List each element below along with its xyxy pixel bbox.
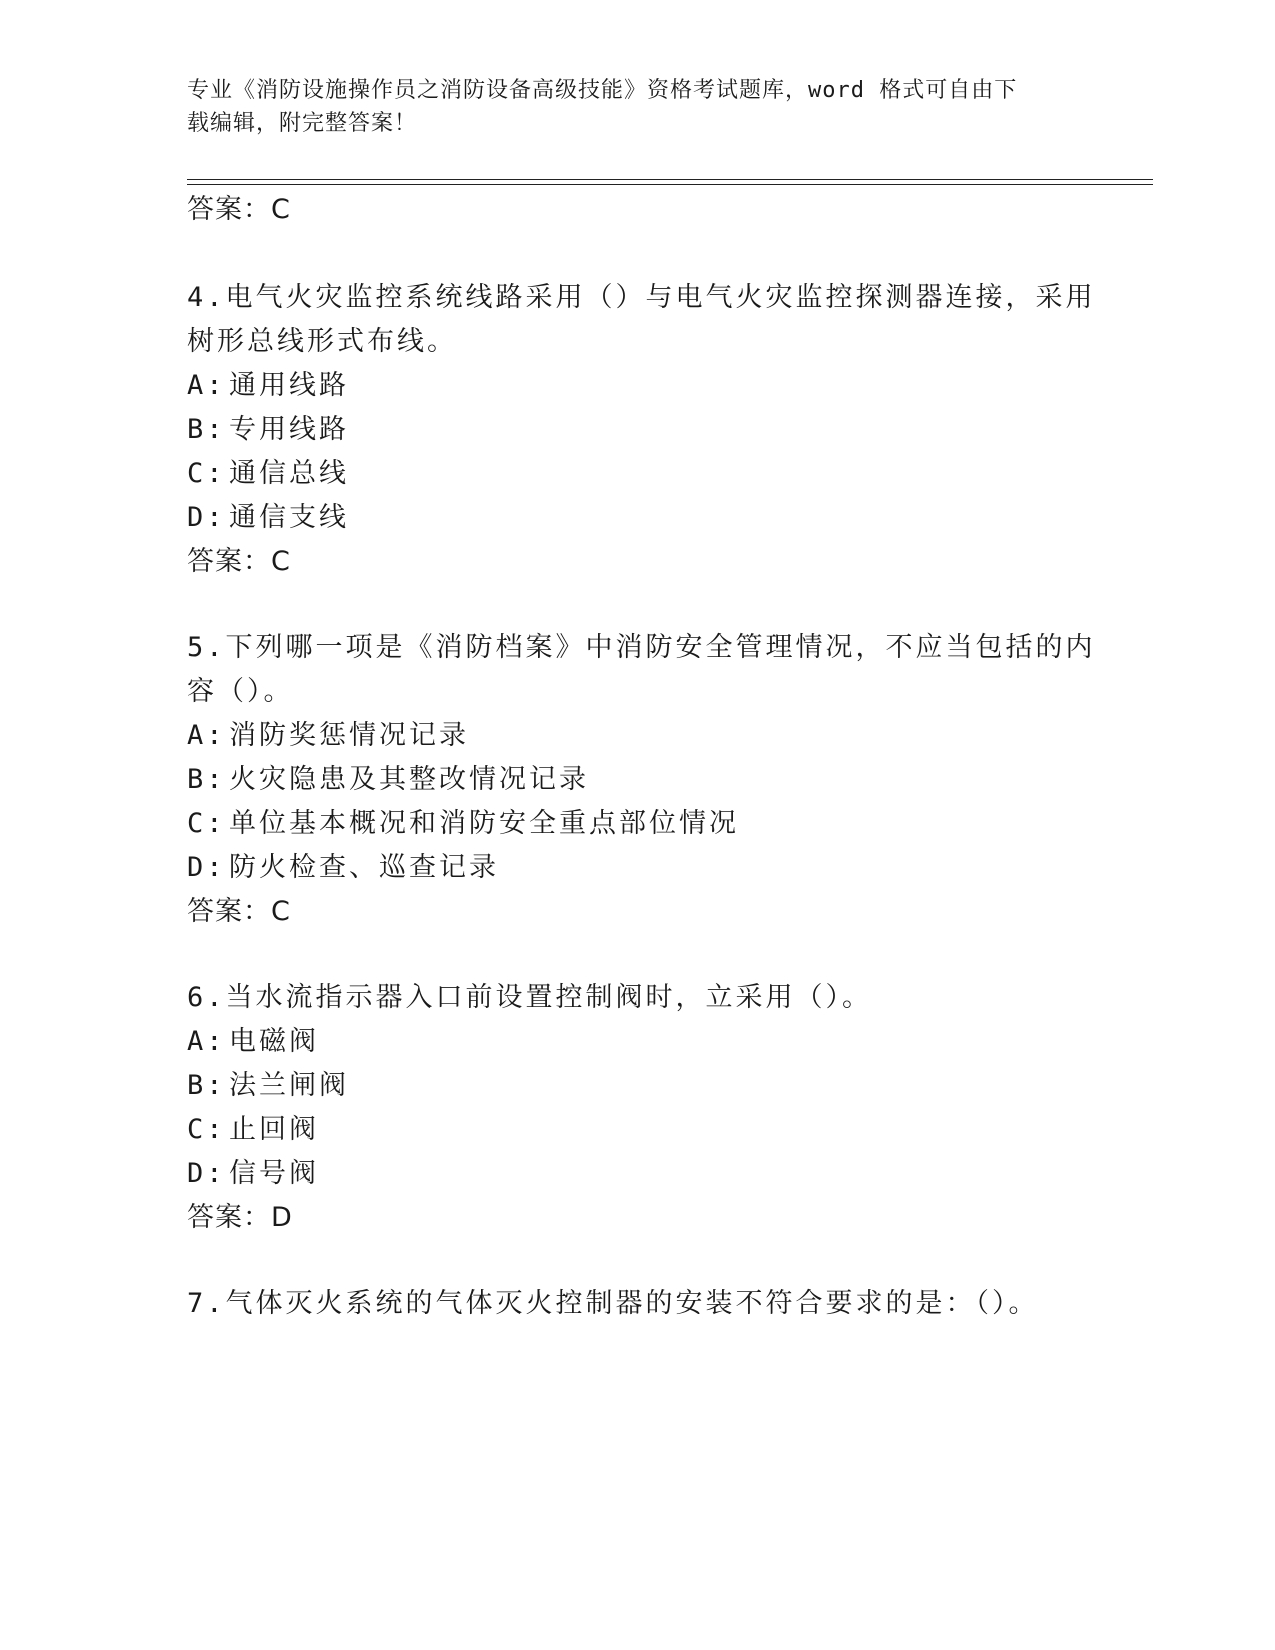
- header-divider-bottom: [187, 184, 1153, 185]
- option-letter: A:: [187, 720, 226, 751]
- option-c: [187, 806, 739, 842]
- option-letter: C:: [187, 458, 226, 489]
- option-letter: C:: [187, 808, 226, 839]
- answer: 答案：C: [187, 896, 291, 927]
- option-letter: A:: [187, 370, 226, 401]
- question-stem: 4.电气火灾监控系统线路采用（）与电气火灾监控探测器连接，采用: [187, 282, 1096, 313]
- option-letter: B:: [187, 414, 226, 445]
- option-a: [187, 1024, 319, 1060]
- option-b: [187, 412, 349, 448]
- answer: 答案：C: [187, 546, 291, 577]
- option-d: [187, 850, 499, 886]
- option-a: [187, 368, 349, 404]
- answer-prev: 答案：C: [187, 194, 291, 225]
- option-text: 消防奖惩情况记录: [229, 720, 469, 751]
- option-text: 电磁阀: [229, 1026, 319, 1057]
- question-stem: 5.下列哪一项是《消防档案》中消防安全管理情况，不应当包括的内: [187, 632, 1096, 663]
- question-stem-cont: 容（）。: [187, 676, 294, 707]
- option-letter: D:: [187, 502, 226, 533]
- option-text: 火灾隐患及其整改情况记录: [229, 764, 589, 795]
- option-d: [187, 500, 349, 536]
- header-divider-top: [187, 179, 1153, 180]
- header-line-2: 载编辑，附完整答案！: [187, 111, 418, 136]
- option-letter: B:: [187, 1070, 226, 1101]
- option-text: 单位基本概况和消防安全重点部位情况: [229, 808, 739, 839]
- answer: 答案：D: [187, 1202, 293, 1233]
- option-b: [187, 762, 589, 798]
- option-d: [187, 1156, 319, 1192]
- option-text: 防火检查、巡查记录: [229, 852, 499, 883]
- option-text: 通信支线: [229, 502, 349, 533]
- option-letter: C:: [187, 1114, 226, 1145]
- option-text: 通信总线: [229, 458, 349, 489]
- option-text: 信号阀: [229, 1158, 319, 1189]
- option-c: [187, 456, 349, 492]
- option-letter: D:: [187, 852, 226, 883]
- option-b: [187, 1068, 349, 1104]
- option-a: [187, 718, 469, 754]
- question-stem-cont: 树形总线形式布线。: [187, 326, 457, 357]
- option-c: [187, 1112, 319, 1148]
- option-text: 通用线路: [229, 370, 349, 401]
- option-letter: A:: [187, 1026, 226, 1057]
- document-header: [187, 74, 1067, 140]
- option-letter: B:: [187, 764, 226, 795]
- option-text: 止回阀: [229, 1114, 319, 1145]
- header-line-1: 专业《消防设施操作员之消防设备高级技能》资格考试题库，word 格式可自由下: [187, 78, 1018, 103]
- option-text: 法兰闸阀: [229, 1070, 349, 1101]
- option-letter: D:: [187, 1158, 226, 1189]
- question-stem: 6.当水流指示器入口前设置控制阀时，立采用（）。: [187, 982, 873, 1013]
- question-stem: 7.气体灭火系统的气体灭火控制器的安装不符合要求的是：（）。: [187, 1288, 1039, 1319]
- option-text: 专用线路: [229, 414, 349, 445]
